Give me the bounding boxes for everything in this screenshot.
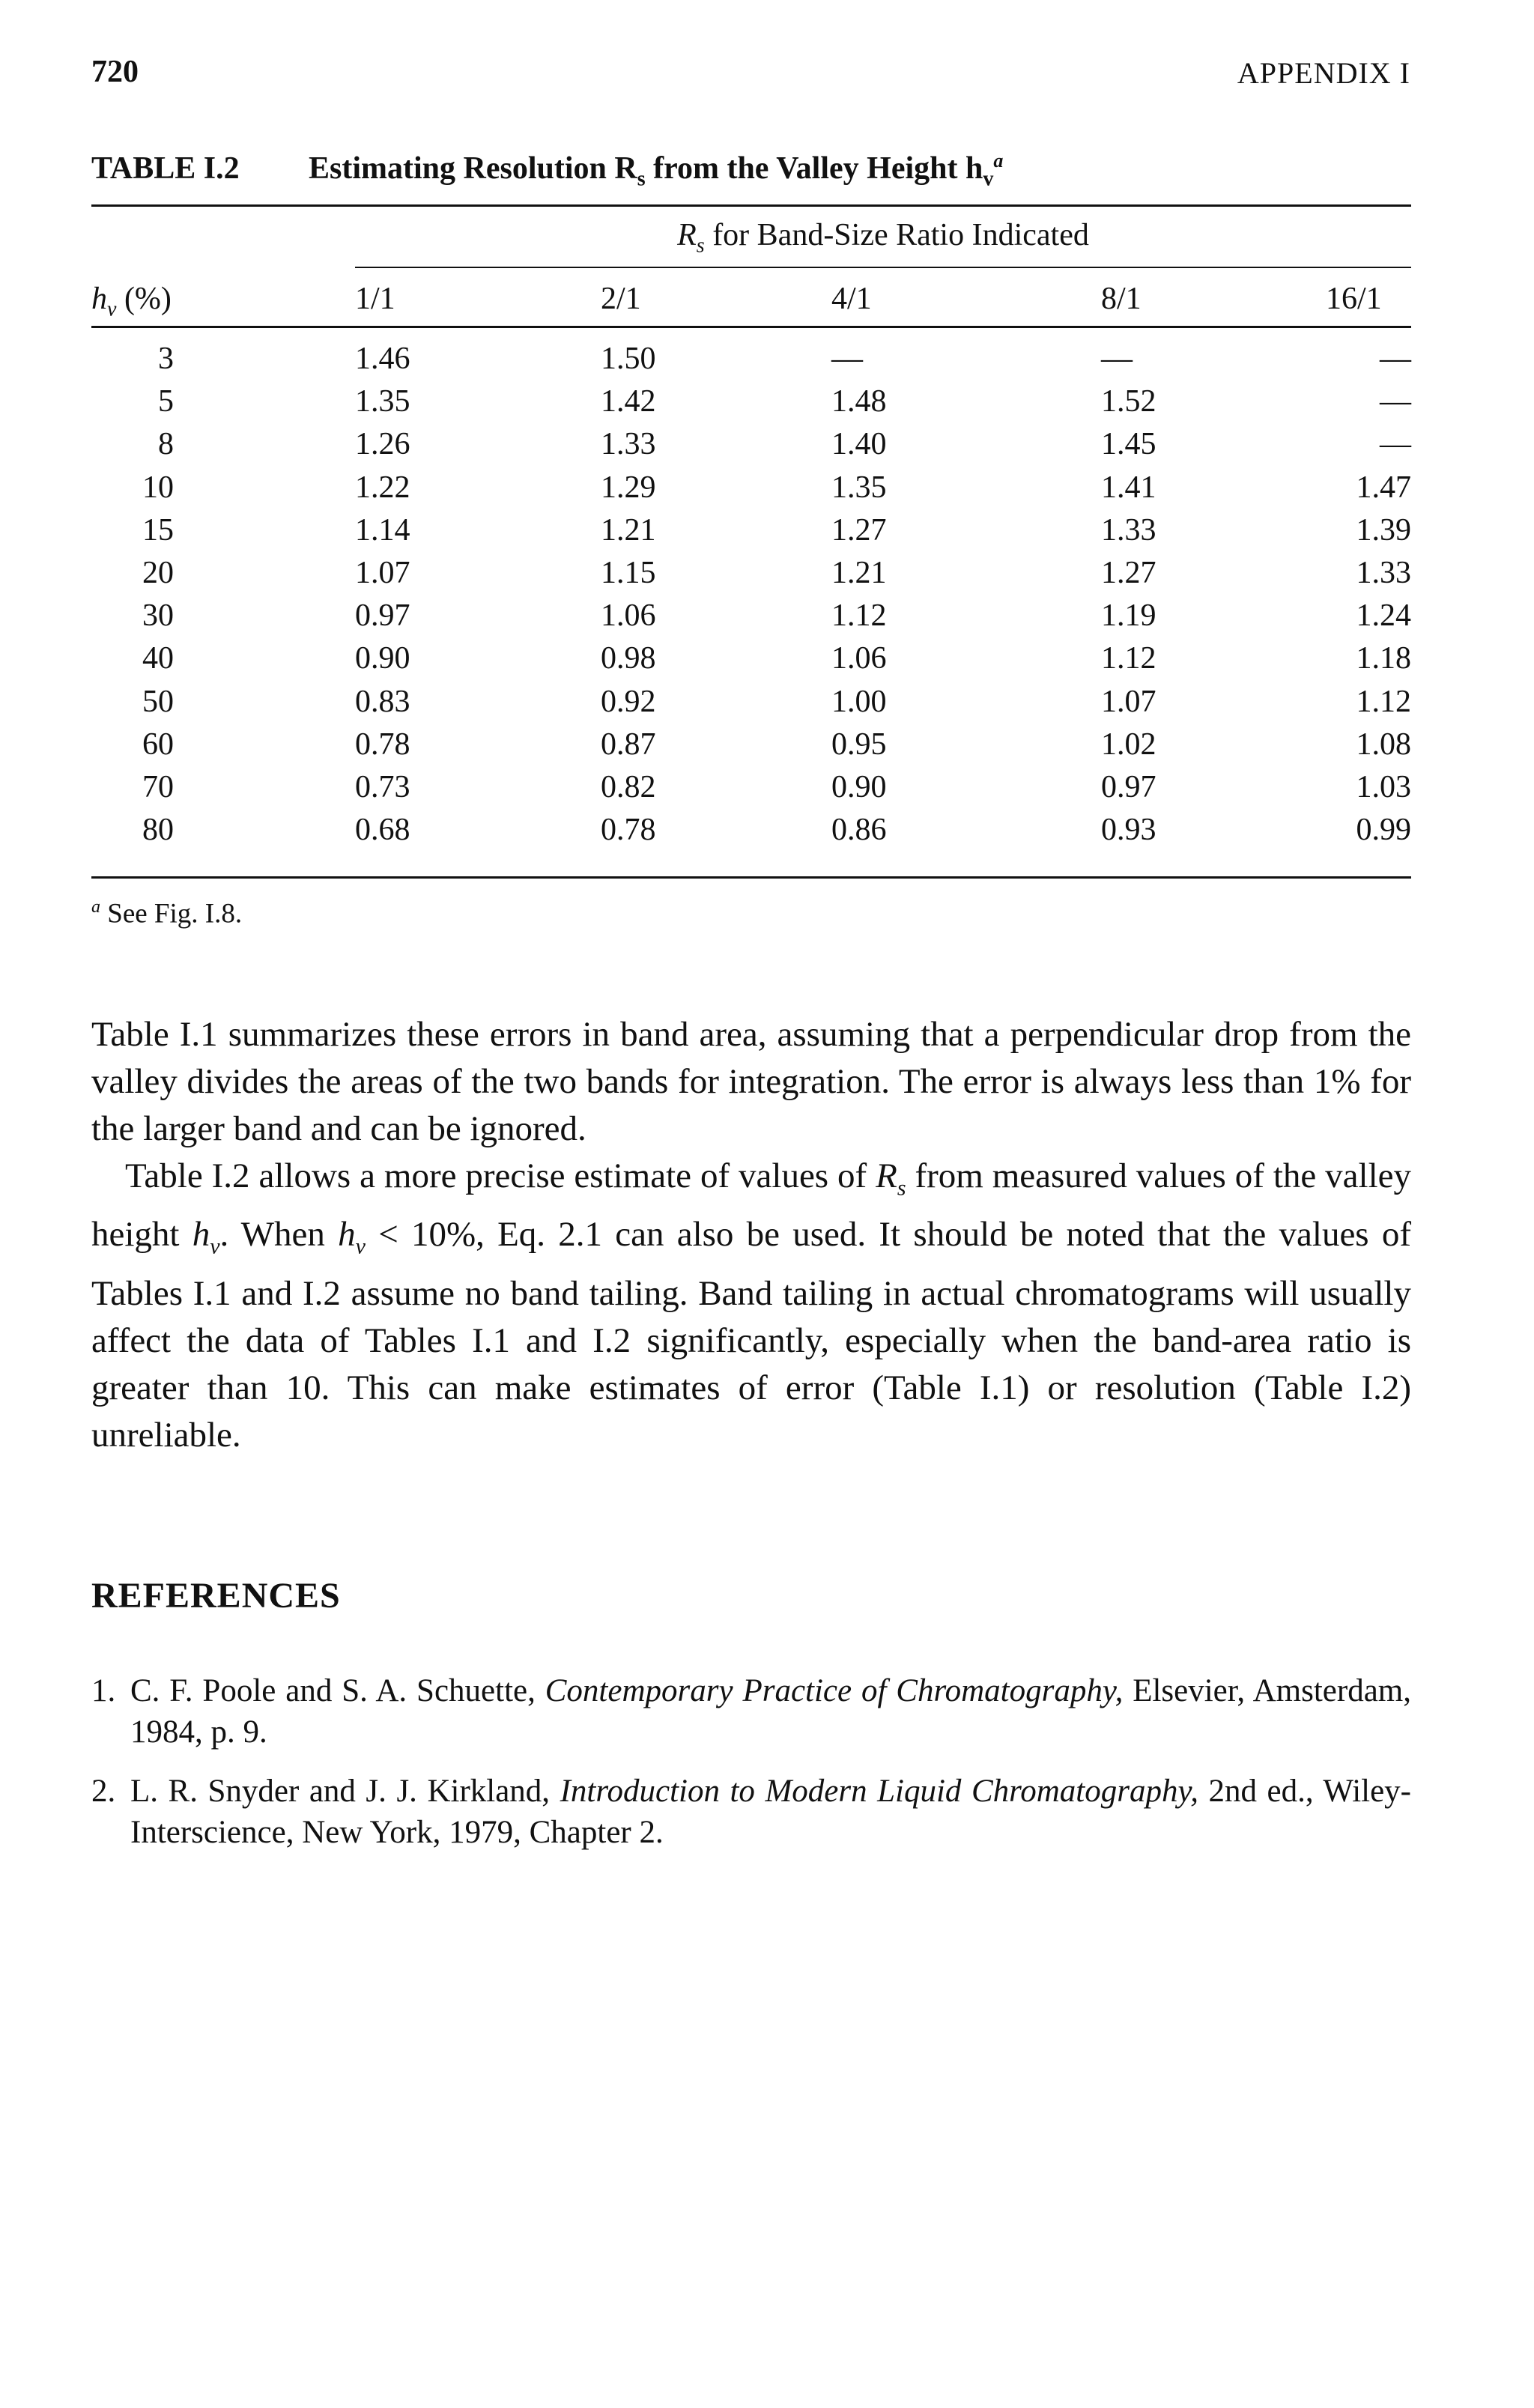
table-row xyxy=(0,512,1534,556)
table-row xyxy=(0,341,1534,384)
rs-value: 1.35 xyxy=(355,384,410,419)
table-row xyxy=(0,598,1534,641)
rs-value: 1.27 xyxy=(1101,556,1156,590)
table-row xyxy=(0,470,1534,513)
rs-value: 1.12 xyxy=(831,598,887,634)
table-row xyxy=(0,812,1534,855)
rs-value: 1.33 xyxy=(1356,556,1411,590)
rs-value: — xyxy=(1380,427,1411,462)
table-row xyxy=(0,555,1534,598)
reference-item: 1. C. F. Poole and S. A. Schuette, Contemporary Practice of Chromatography, Elsevier, Amsterdam, 1984, p. 9. xyxy=(91,1670,1411,1753)
rs-value: — xyxy=(1380,384,1411,419)
reference-number: 2. xyxy=(91,1774,116,1809)
table-row xyxy=(0,769,1534,813)
body-text xyxy=(91,1011,1411,1459)
rs-value: 1.24 xyxy=(1356,598,1411,634)
rs-value: 0.97 xyxy=(355,598,410,634)
hv-value: 10 xyxy=(142,470,174,505)
rs-value: 1.33 xyxy=(601,427,656,462)
rs-value: 1.50 xyxy=(601,342,656,376)
column-header: 2/1 xyxy=(601,282,641,316)
rs-value: 1.19 xyxy=(1101,598,1156,634)
hv-value: 5 xyxy=(158,384,174,419)
column-header: 8/1 xyxy=(1101,282,1142,316)
rs-value: 1.45 xyxy=(1101,427,1156,462)
hv-value: 20 xyxy=(142,556,174,590)
hv-value: 3 xyxy=(158,342,174,376)
rs-value: 0.90 xyxy=(831,770,887,804)
table-bottom-rule xyxy=(91,876,1411,879)
column-group-header: $R_s$ for Band-Size Ratio Indicated xyxy=(677,218,1089,258)
rs-value: 1.29 xyxy=(601,470,656,505)
header-rule xyxy=(91,326,1411,328)
rs-value: 0.95 xyxy=(831,727,887,762)
table-row xyxy=(0,727,1534,770)
hv-value: 60 xyxy=(142,727,174,762)
rs-value: 0.99 xyxy=(1356,813,1411,848)
rs-value: — xyxy=(1380,342,1411,376)
rs-value: 1.15 xyxy=(601,556,656,590)
rs-value: 1.12 xyxy=(1356,684,1411,719)
hv-value: 40 xyxy=(142,641,174,676)
column-group-rule xyxy=(355,267,1411,268)
rs-value: 1.33 xyxy=(1101,512,1156,548)
hv-value: 15 xyxy=(142,512,174,548)
rs-value: 1.42 xyxy=(601,384,656,419)
rs-value: 1.02 xyxy=(1101,727,1156,762)
rs-value: 0.68 xyxy=(355,813,410,848)
rs-value: 1.46 xyxy=(355,342,410,376)
table-row xyxy=(0,426,1534,470)
rs-value: 1.35 xyxy=(831,470,887,505)
hv-value: 8 xyxy=(158,427,174,462)
rs-value: — xyxy=(1101,342,1133,376)
rs-value: 0.78 xyxy=(601,813,656,848)
rs-value: 1.21 xyxy=(831,556,887,590)
rs-value: 1.14 xyxy=(355,512,410,548)
rs-value: 1.21 xyxy=(601,512,656,548)
rs-value: 1.22 xyxy=(355,470,410,505)
rs-value: 0.86 xyxy=(831,813,887,848)
references-list xyxy=(91,1670,1411,1871)
table-caption xyxy=(91,150,1003,191)
rs-value: 0.73 xyxy=(355,770,410,804)
reference-item: 2. L. R. Snyder and J. J. Kirkland, Introduction to Modern Liquid Chromatography, 2nd ed., Wiley-Interscience, New York, 1979, Chapter 2. xyxy=(91,1771,1411,1853)
rs-value: 1.00 xyxy=(831,684,887,719)
column-header: 16/1 xyxy=(1326,282,1382,316)
reference-number: 1. xyxy=(91,1673,116,1708)
rs-value: 1.07 xyxy=(1101,684,1156,719)
rs-value: 0.92 xyxy=(601,684,656,719)
references-heading: REFERENCES xyxy=(91,1576,341,1616)
rs-value: 0.93 xyxy=(1101,813,1156,848)
hv-value: 50 xyxy=(142,684,174,719)
column-header: 4/1 xyxy=(831,282,872,316)
table-row xyxy=(0,640,1534,684)
table-footnote: $^a$ See Fig. I.8. xyxy=(91,897,243,929)
table-title: Estimating Resolution $R_s$ from the Valley Height $h_v^a$ xyxy=(309,150,1004,191)
rs-value: 1.03 xyxy=(1356,770,1411,804)
rs-value: 1.08 xyxy=(1356,727,1411,762)
rs-value: 1.07 xyxy=(355,556,410,590)
table-row xyxy=(0,383,1534,427)
rs-value: 0.78 xyxy=(355,727,410,762)
rs-value: 0.97 xyxy=(1101,770,1156,804)
rs-value: 1.52 xyxy=(1101,384,1156,419)
rs-value: 0.98 xyxy=(601,641,656,676)
rs-value: — xyxy=(831,342,863,376)
rs-value: 0.83 xyxy=(355,684,410,719)
hv-value: 70 xyxy=(142,770,174,804)
column-header: 1/1 xyxy=(355,282,395,316)
rs-value: 1.27 xyxy=(831,512,887,548)
table-row xyxy=(0,684,1534,727)
rs-value: 1.47 xyxy=(1356,470,1411,505)
table-label: TABLE I.2 xyxy=(91,151,240,186)
rs-value: 0.87 xyxy=(601,727,656,762)
table-top-rule xyxy=(91,204,1411,207)
paragraph: Table I.2 allows a more precise estimate of values of $R_s$ from measured values of the valley height $h_v$. When $h_v < 10\%$, Eq. 2.1 can also be used. It should be noted that the values of Tables I.1 and I.2 assume no band tailing. Band tailing in actual chromatograms will usually affect the data of Tables I.1 and I.2 significantly, especially when the band-area ratio is greater than 10. This can make estimates of error (Table I.1) or resolution (Table I.2) unreliable. xyxy=(91,1156,1412,1455)
rs-value: 1.41 xyxy=(1101,470,1156,505)
rs-value: 1.06 xyxy=(601,598,656,634)
rs-value: 1.26 xyxy=(355,427,410,462)
running-head: APPENDIX I xyxy=(1237,56,1410,90)
hv-value: 80 xyxy=(142,813,174,848)
rs-value: 1.12 xyxy=(1101,641,1156,676)
rs-value: 1.18 xyxy=(1356,641,1411,676)
rs-value: 1.40 xyxy=(831,427,887,462)
rs-value: 0.82 xyxy=(601,770,656,804)
rs-value: 1.48 xyxy=(831,384,887,419)
rs-value: 1.39 xyxy=(1356,512,1411,548)
rs-value: 1.06 xyxy=(831,641,887,676)
hv-value: 30 xyxy=(142,598,174,634)
rs-value: 0.90 xyxy=(355,641,410,676)
row-header-hv: $h_v$ (%) xyxy=(91,282,172,321)
page-number: 720 xyxy=(91,55,139,89)
paragraph: Table I.1 summarizes these errors in band area, assuming that a perpendicular drop from the valley divides the areas of the two bands for integration. The error is always less than 1% for the larger band and can be ignored. xyxy=(91,1015,1411,1148)
